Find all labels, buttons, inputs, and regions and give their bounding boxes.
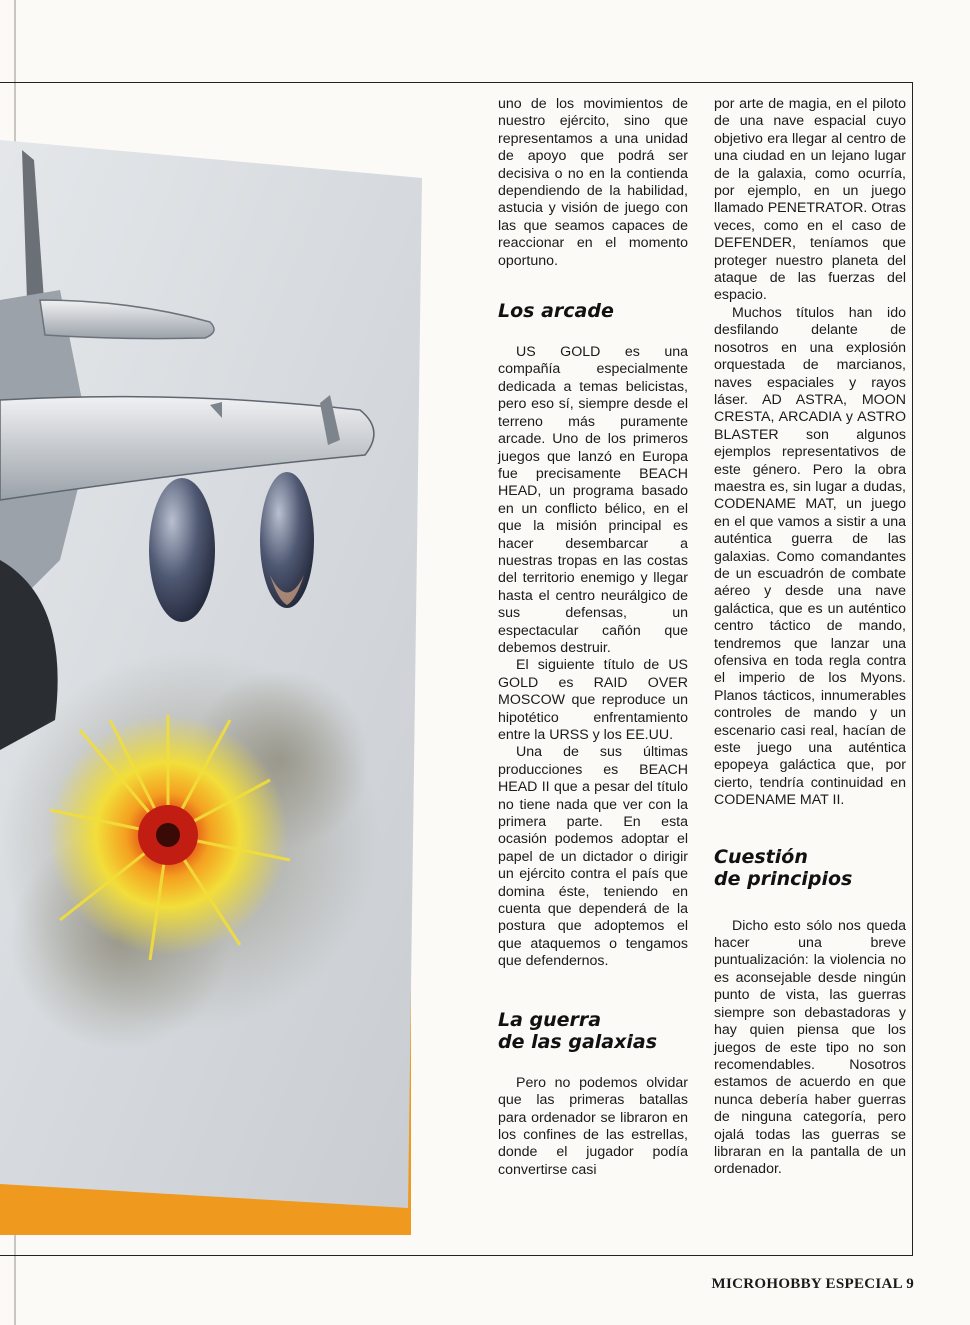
paragraph: uno de los movimientos de nuestro ejército, sino que representamos a una unidad de apoyo que podrá ser decisiva o no en la contienda dependiendo de la habilidad, astucia y visión de juego con las que seamos capaces de reaccionar en el momento oportuno. — [498, 96, 688, 269]
heading-line: Cuestión — [714, 845, 808, 868]
page-footer — [712, 1276, 914, 1293]
section-heading-la-guerra — [498, 1009, 688, 1053]
paragraph: Dicho esto sólo nos queda hacer una breve puntualización: la violencia no es aconsejable desde ningún punto de vista, las guerras siempre son debastadoras y hay quien piensa que los juegos de este tipo no son recomendables. Nosotros estamos de acuerdo en que nunca debería haber guerras de ninguna categoría, pero ojalá todas las guerras se libraran en la pantalla de un ordenador. — [714, 917, 906, 1178]
magazine-name: MICROHOBBY ESPECIAL — [711, 1276, 903, 1292]
paragraph: US GOLD es una compañía especialmente dedicada a temas belicistas, pero eso sí, siempre desde el terreno más puramente arcade. Uno de los primeros juegos que lanzó en Europa fue precisamente BEACH HEAD, un programa basado en un conflicto bélico, en el que la misión principal es hacer desembarcar a nuestras tropas en las costas del territorio enemigo y llegar hasta el centro neurálgico de sus defensas, un espectacular cañón que debemos destruir. — [498, 344, 688, 656]
section-heading-cuestion — [714, 846, 906, 890]
jet-explosion-illustration — [0, 0, 430, 1230]
heading-line: La guerra — [498, 1008, 602, 1031]
section-heading-los-arcade: Los arcade — [498, 300, 614, 323]
paragraph: Muchos títulos han ido desfilando delante de nosotros en una explosión orquestada de marcianos, naves espaciales y rayos láser. AD ASTRA, MOON CRESTA, ARCADIA y ASTRO BLASTER son algunos ejemplos representativos de este género. Pero la obra maestra es, sin lugar a dudas, CODENAME MAT, un juego en el que vamos a sistir a una auténtica guerra de las galaxias. Como comandantes de un escuadrón de combate aéreo y desde una nave galáctica, que es un auténtico centro táctico de mando, tendremos que lanzar una ofensiva en toda regla contra el imperio de los Myons. Planos tácticos, innumerables controles de mando y un escenario casi real, hacían de este juego una auténtica epopeya galáctica que, por cierto, tendría continuidad en CODENAME MAT II. — [714, 304, 906, 809]
paragraph: El siguiente título de US GOLD es RAID OVER MOSCOW que reproduce un hipotético enfrentamiento entre la URSS y los EE.UU. — [498, 657, 688, 743]
paragraph: por arte de magia, en el piloto de una nave espacial cuyo objetivo era llegar al centro de una ciudad en un lejano lugar de la galaxia, como ocurría, por ejemplo, en un juego llamado PENETRATOR. Otras veces, como en el caso de DEFENDER, teníamos que proteger nuestro planeta del ataque de las fuerzas del espacio. — [714, 96, 906, 304]
heading-line: de principios — [714, 867, 853, 890]
article-column-1 — [498, 96, 688, 1179]
paragraph: Pero no podemos olvidar que las primeras batallas para ordenador se libraron en los confines de las estrellas, donde el jugador podía convertirse casi — [498, 1074, 688, 1178]
article-column-2 — [714, 96, 906, 1179]
page-number: 9 — [906, 1276, 914, 1292]
heading-line: de las galaxias — [498, 1030, 658, 1053]
paragraph: Una de sus últimas producciones es BEACH HEAD II que a pesar del título no tiene nada que ver con la primera parte. En esta ocasión podemos adoptar el papel de un dictador o dirigir un ejército contra el país que domina éste, teniendo en cuenta que dependerá de la postura que adoptemos el que ataquemos o tengamos que defendernos. — [498, 744, 688, 970]
